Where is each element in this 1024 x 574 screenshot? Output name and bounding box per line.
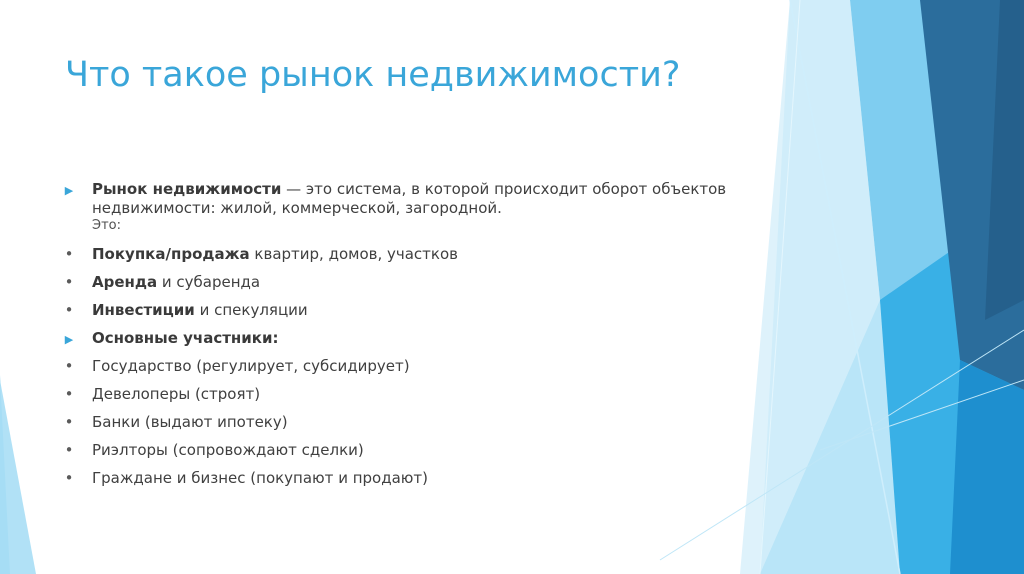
list-item [62,357,782,376]
list-item [62,469,782,488]
dot-bullet-icon: • [64,245,74,263]
item-text: Рынок недвижимости — это система, в которой происходит оборот объектов недвижимости: жилой, коммерческой, загородной. [92,180,727,217]
dot-bullet-icon: • [64,441,74,459]
dot-bullet-icon: • [64,357,74,375]
item-subtext: Это: [92,218,121,233]
dot-bullet-icon: • [64,385,74,403]
list-item [62,329,782,348]
list-item [62,413,782,432]
item-text: Основные участники: [92,329,279,347]
item-text: Банки (выдают ипотеку) [92,413,288,431]
item-text: Девелоперы (строят) [92,385,261,403]
item-text: Риэлторы (сопровождают сделки) [92,441,364,459]
item-text: Аренда и субаренда [92,273,261,291]
list-item [62,301,782,320]
list-item [62,245,782,264]
bullet-list [62,180,782,497]
slide-title: Что такое рынок недвижимости? [65,55,681,95]
dot-bullet-icon: • [64,413,74,431]
list-item [62,385,782,404]
item-text: Государство (регулирует, субсидирует) [92,357,410,375]
item-text: Инвестиции и спекуляции [92,301,308,319]
triangle-bullet-icon: ▶ [64,184,74,197]
dot-bullet-icon: • [64,301,74,319]
list-item [62,441,782,460]
list-item [62,180,782,234]
list-item [62,273,782,292]
triangle-bullet-icon: ▶ [64,333,74,346]
item-text: Покупка/продажа квартир, домов, участков [92,245,458,263]
dot-bullet-icon: • [64,469,74,487]
dot-bullet-icon: • [64,273,74,291]
item-text: Граждане и бизнес (покупают и продают) [92,469,428,487]
